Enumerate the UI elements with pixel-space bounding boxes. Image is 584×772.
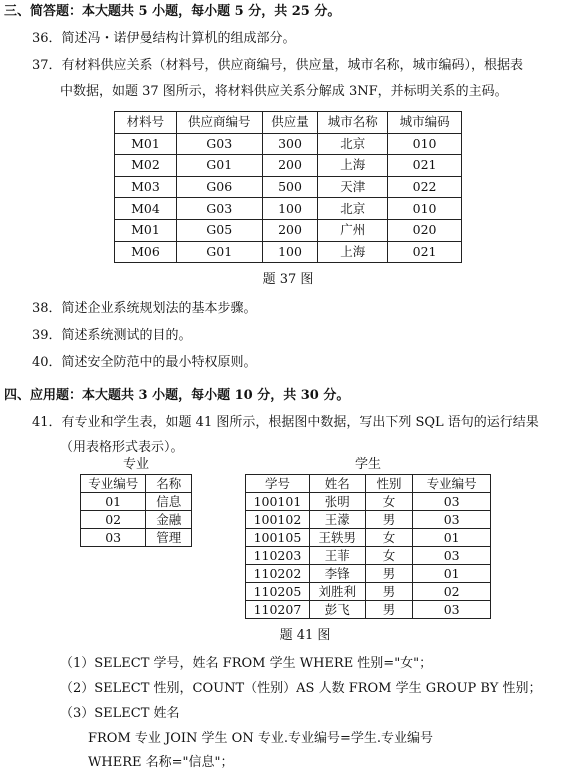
question-39: 39．简述系统测试的目的。 xyxy=(32,328,192,343)
table-cell: 广州 xyxy=(318,219,388,241)
table-header-cell: 专业编号 xyxy=(413,475,491,493)
table-header-cell: 名称 xyxy=(146,475,192,493)
table-row xyxy=(246,547,491,565)
table-cell: 01 xyxy=(81,493,146,511)
table-cell: 男 xyxy=(365,583,413,601)
table-cell: 男 xyxy=(365,565,413,583)
question-37-line2: 中数据，如题 37 图所示，将材料供应关系分解成 3NF，并标明关系的主码。 xyxy=(60,84,508,99)
table-cell: G03 xyxy=(176,133,262,155)
table-header-cell: 性别 xyxy=(365,475,413,493)
table-cell: 100 xyxy=(262,241,318,263)
table-cell: 021 xyxy=(388,155,462,177)
table-cell: 北京 xyxy=(318,198,388,220)
table-cell: 01 xyxy=(413,565,491,583)
table-cell: 02 xyxy=(81,511,146,529)
table-header-cell: 城市编码 xyxy=(388,112,462,134)
table-row xyxy=(115,198,462,220)
table-cell: 女 xyxy=(365,529,413,547)
table-cell: 010 xyxy=(388,133,462,155)
table-cell: 02 xyxy=(413,583,491,601)
student-table xyxy=(245,474,491,619)
table-cell: 天津 xyxy=(318,176,388,198)
question-38: 38．简述企业系统规划法的基本步骤。 xyxy=(32,301,257,316)
table-row xyxy=(246,583,491,601)
table-cell: G05 xyxy=(176,219,262,241)
table-cell: M01 xyxy=(115,219,177,241)
table-cell: 010 xyxy=(388,198,462,220)
question-41-line1: 41．有专业和学生表，如题 41 图所示，根据图中数据，写出下列 SQL 语句的运行结果 xyxy=(32,415,539,430)
table-cell: 110207 xyxy=(246,601,310,619)
table-cell: G01 xyxy=(176,241,262,263)
sql-statement-3-line2: FROM 专业 JOIN 学生 ON 专业.专业编号=学生.专业编号 xyxy=(88,731,434,746)
table-cell: M06 xyxy=(115,241,177,263)
table-cell: M01 xyxy=(115,133,177,155)
table-cell: G06 xyxy=(176,176,262,198)
table-37 xyxy=(114,111,462,263)
table-cell: 03 xyxy=(81,529,146,547)
table-cell: 100101 xyxy=(246,493,310,511)
table-header-cell: 供应商编号 xyxy=(176,112,262,134)
table-row xyxy=(81,511,192,529)
table-row xyxy=(246,601,491,619)
figure-41-caption: 题 41 图 xyxy=(279,628,331,643)
table-cell: 上海 xyxy=(318,155,388,177)
major-table-title: 专业 xyxy=(122,457,149,472)
table-header-cell: 学号 xyxy=(246,475,310,493)
table-cell: 110202 xyxy=(246,565,310,583)
table-cell: 021 xyxy=(388,241,462,263)
section4-heading: 四、应用题：本大题共 3 小题，每小题 10 分，共 30 分。 xyxy=(4,388,350,403)
table-cell: 03 xyxy=(413,493,491,511)
question-36: 36．简述冯・诺伊曼结构计算机的组成部分。 xyxy=(32,31,296,46)
table-cell: 王菲 xyxy=(309,547,365,565)
table-row xyxy=(115,219,462,241)
student-table-title: 学生 xyxy=(354,457,381,472)
table-cell: 500 xyxy=(262,176,318,198)
table-cell: 女 xyxy=(365,547,413,565)
table-cell: G01 xyxy=(176,155,262,177)
table-cell: 020 xyxy=(388,219,462,241)
table-cell: M03 xyxy=(115,176,177,198)
table-header-cell: 材料号 xyxy=(115,112,177,134)
question-40: 40．简述安全防范中的最小特权原则。 xyxy=(32,355,257,370)
table-cell: 100102 xyxy=(246,511,310,529)
table-cell: 女 xyxy=(365,493,413,511)
table-cell: 200 xyxy=(262,155,318,177)
table-header-cell: 城市名称 xyxy=(318,112,388,134)
table-row xyxy=(115,155,462,177)
table-cell: 管理 xyxy=(146,529,192,547)
table-cell: 北京 xyxy=(318,133,388,155)
table-cell: 王轶男 xyxy=(309,529,365,547)
table-row xyxy=(246,565,491,583)
sql-statement-2: （2）SELECT 性别，COUNT（性别）AS 人数 FROM 学生 GROUP BY 性别； xyxy=(60,681,542,696)
table-row xyxy=(115,241,462,263)
table-cell: 男 xyxy=(365,601,413,619)
table-cell: 03 xyxy=(413,601,491,619)
table-cell: 信息 xyxy=(146,493,192,511)
table-cell: 彭飞 xyxy=(309,601,365,619)
table-row xyxy=(246,493,491,511)
table-cell: 300 xyxy=(262,133,318,155)
table-cell: 022 xyxy=(388,176,462,198)
table-cell: 上海 xyxy=(318,241,388,263)
table-cell: 金融 xyxy=(146,511,192,529)
table-row xyxy=(246,529,491,547)
table-cell: 李锋 xyxy=(309,565,365,583)
table-cell: 张明 xyxy=(309,493,365,511)
sql-statement-1: （1）SELECT 学号，姓名 FROM 学生 WHERE 性别="女"； xyxy=(60,656,433,671)
table-cell: 男 xyxy=(365,511,413,529)
sql-statement-3-line3: WHERE 名称="信息"； xyxy=(88,755,234,770)
table-header-cell: 供应量 xyxy=(262,112,318,134)
table-cell: 03 xyxy=(413,511,491,529)
table-cell: M04 xyxy=(115,198,177,220)
table-37-caption: 题 37 图 xyxy=(262,272,314,287)
table-cell: 03 xyxy=(413,547,491,565)
table-row xyxy=(81,493,192,511)
table-row xyxy=(81,529,192,547)
table-cell: 110205 xyxy=(246,583,310,601)
table-header-cell: 专业编号 xyxy=(81,475,146,493)
table-cell: 110203 xyxy=(246,547,310,565)
table-cell: 01 xyxy=(413,529,491,547)
table-cell: 200 xyxy=(262,219,318,241)
table-row xyxy=(115,176,462,198)
table-cell: 100 xyxy=(262,198,318,220)
table-cell: G03 xyxy=(176,198,262,220)
table-cell: 刘胜利 xyxy=(309,583,365,601)
major-table xyxy=(80,474,192,547)
question-41-line2: （用表格形式表示）。 xyxy=(60,440,184,455)
section3-heading: 三、简答题：本大题共 5 小题，每小题 5 分，共 25 分。 xyxy=(4,4,341,19)
table-row xyxy=(115,133,462,155)
table-cell: 100105 xyxy=(246,529,310,547)
sql-statement-3-line1: （3）SELECT 姓名 xyxy=(60,706,180,721)
question-37-line1: 37．有材料供应关系（材料号，供应商编号，供应量，城市名称，城市编码），根据表 xyxy=(32,58,524,73)
table-row xyxy=(246,511,491,529)
table-cell: M02 xyxy=(115,155,177,177)
table-header-cell: 姓名 xyxy=(309,475,365,493)
table-cell: 王濛 xyxy=(309,511,365,529)
